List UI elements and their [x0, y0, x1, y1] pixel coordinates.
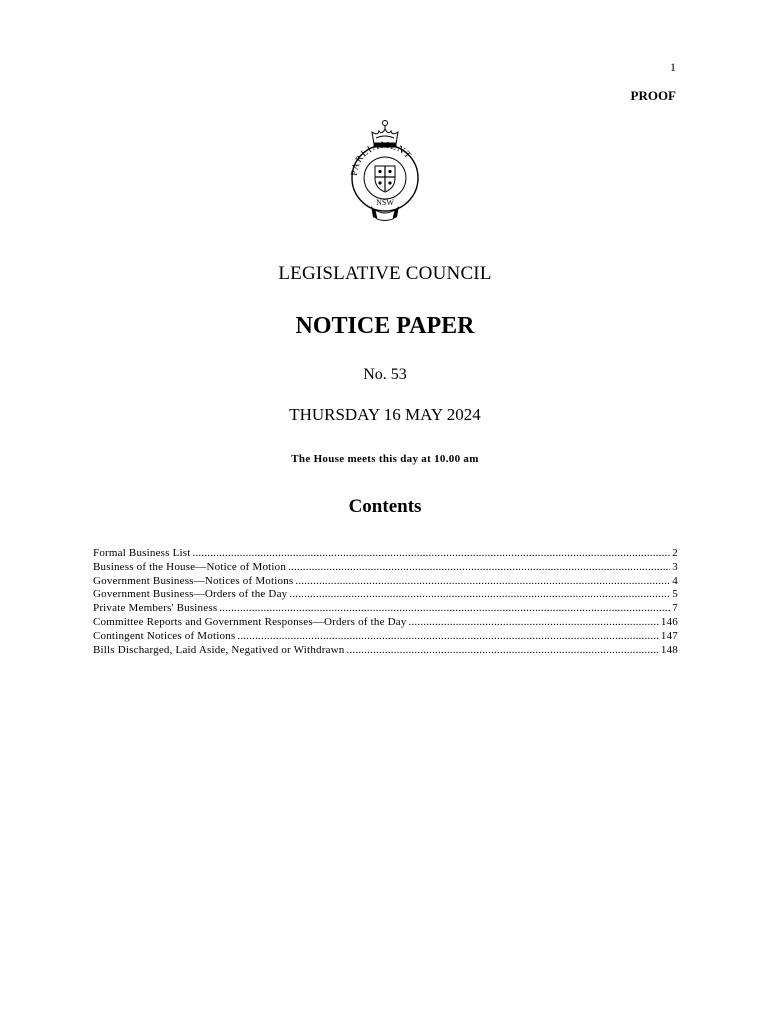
toc-label: Government Business—Orders of the Day: [93, 588, 288, 601]
toc-leader: [219, 602, 670, 616]
toc-label: Business of the House—Notice of Motion: [93, 560, 287, 573]
toc-entry[interactable]: [93, 588, 678, 602]
toc-label: Private Members' Business: [93, 602, 218, 615]
toc-leader: [295, 575, 670, 589]
contents-list: [93, 547, 678, 657]
toc-label: Bills Discharged, Laid Aside, Negatived or Withdrawn: [93, 643, 345, 656]
toc-entry[interactable]: [93, 630, 678, 644]
toc-label: Contingent Notices of Motions: [93, 629, 236, 642]
toc-page: 146: [660, 615, 678, 628]
page-number: 1: [670, 60, 676, 74]
sitting-time: The House meets this day at 10.00 am: [291, 453, 479, 465]
paper-number: No. 53: [363, 366, 407, 383]
toc-entry[interactable]: [93, 561, 678, 575]
toc-label: Government Business—Notices of Motions: [93, 574, 294, 587]
crest-bottom-text: NSW: [376, 198, 394, 207]
toc-leader: [288, 561, 670, 575]
toc-leader: [193, 547, 671, 561]
toc-page: 148: [660, 643, 678, 656]
toc-page: 2: [672, 547, 678, 559]
paper-title: NOTICE PAPER: [295, 313, 475, 339]
toc-leader: [237, 630, 659, 644]
toc-leader: [289, 588, 670, 602]
toc-leader: [347, 644, 659, 658]
parliament-nsw-crest-icon: [345, 118, 425, 222]
toc-entry[interactable]: [93, 602, 678, 616]
toc-leader: [409, 616, 659, 630]
toc-entry[interactable]: [93, 575, 678, 589]
toc-page: 147: [660, 629, 678, 642]
council-name: LEGISLATIVE COUNCIL: [278, 263, 492, 284]
toc-page: 7: [672, 602, 678, 615]
crest-top-text: PARLIAMENT: [349, 140, 414, 177]
paper-date: THURSDAY 16 MAY 2024: [289, 405, 481, 424]
toc-page: 3: [672, 560, 678, 573]
proof-label: PROOF: [630, 88, 676, 103]
contents-heading: Contents: [348, 496, 422, 517]
toc-entry[interactable]: [93, 644, 678, 658]
toc-entry[interactable]: [93, 616, 678, 630]
toc-page: 4: [672, 574, 678, 587]
toc-page: 5: [672, 588, 678, 601]
toc-entry[interactable]: [93, 547, 678, 561]
toc-label: Formal Business List: [93, 547, 191, 559]
toc-label: Committee Reports and Government Responses—Orders of the Day: [93, 615, 407, 628]
